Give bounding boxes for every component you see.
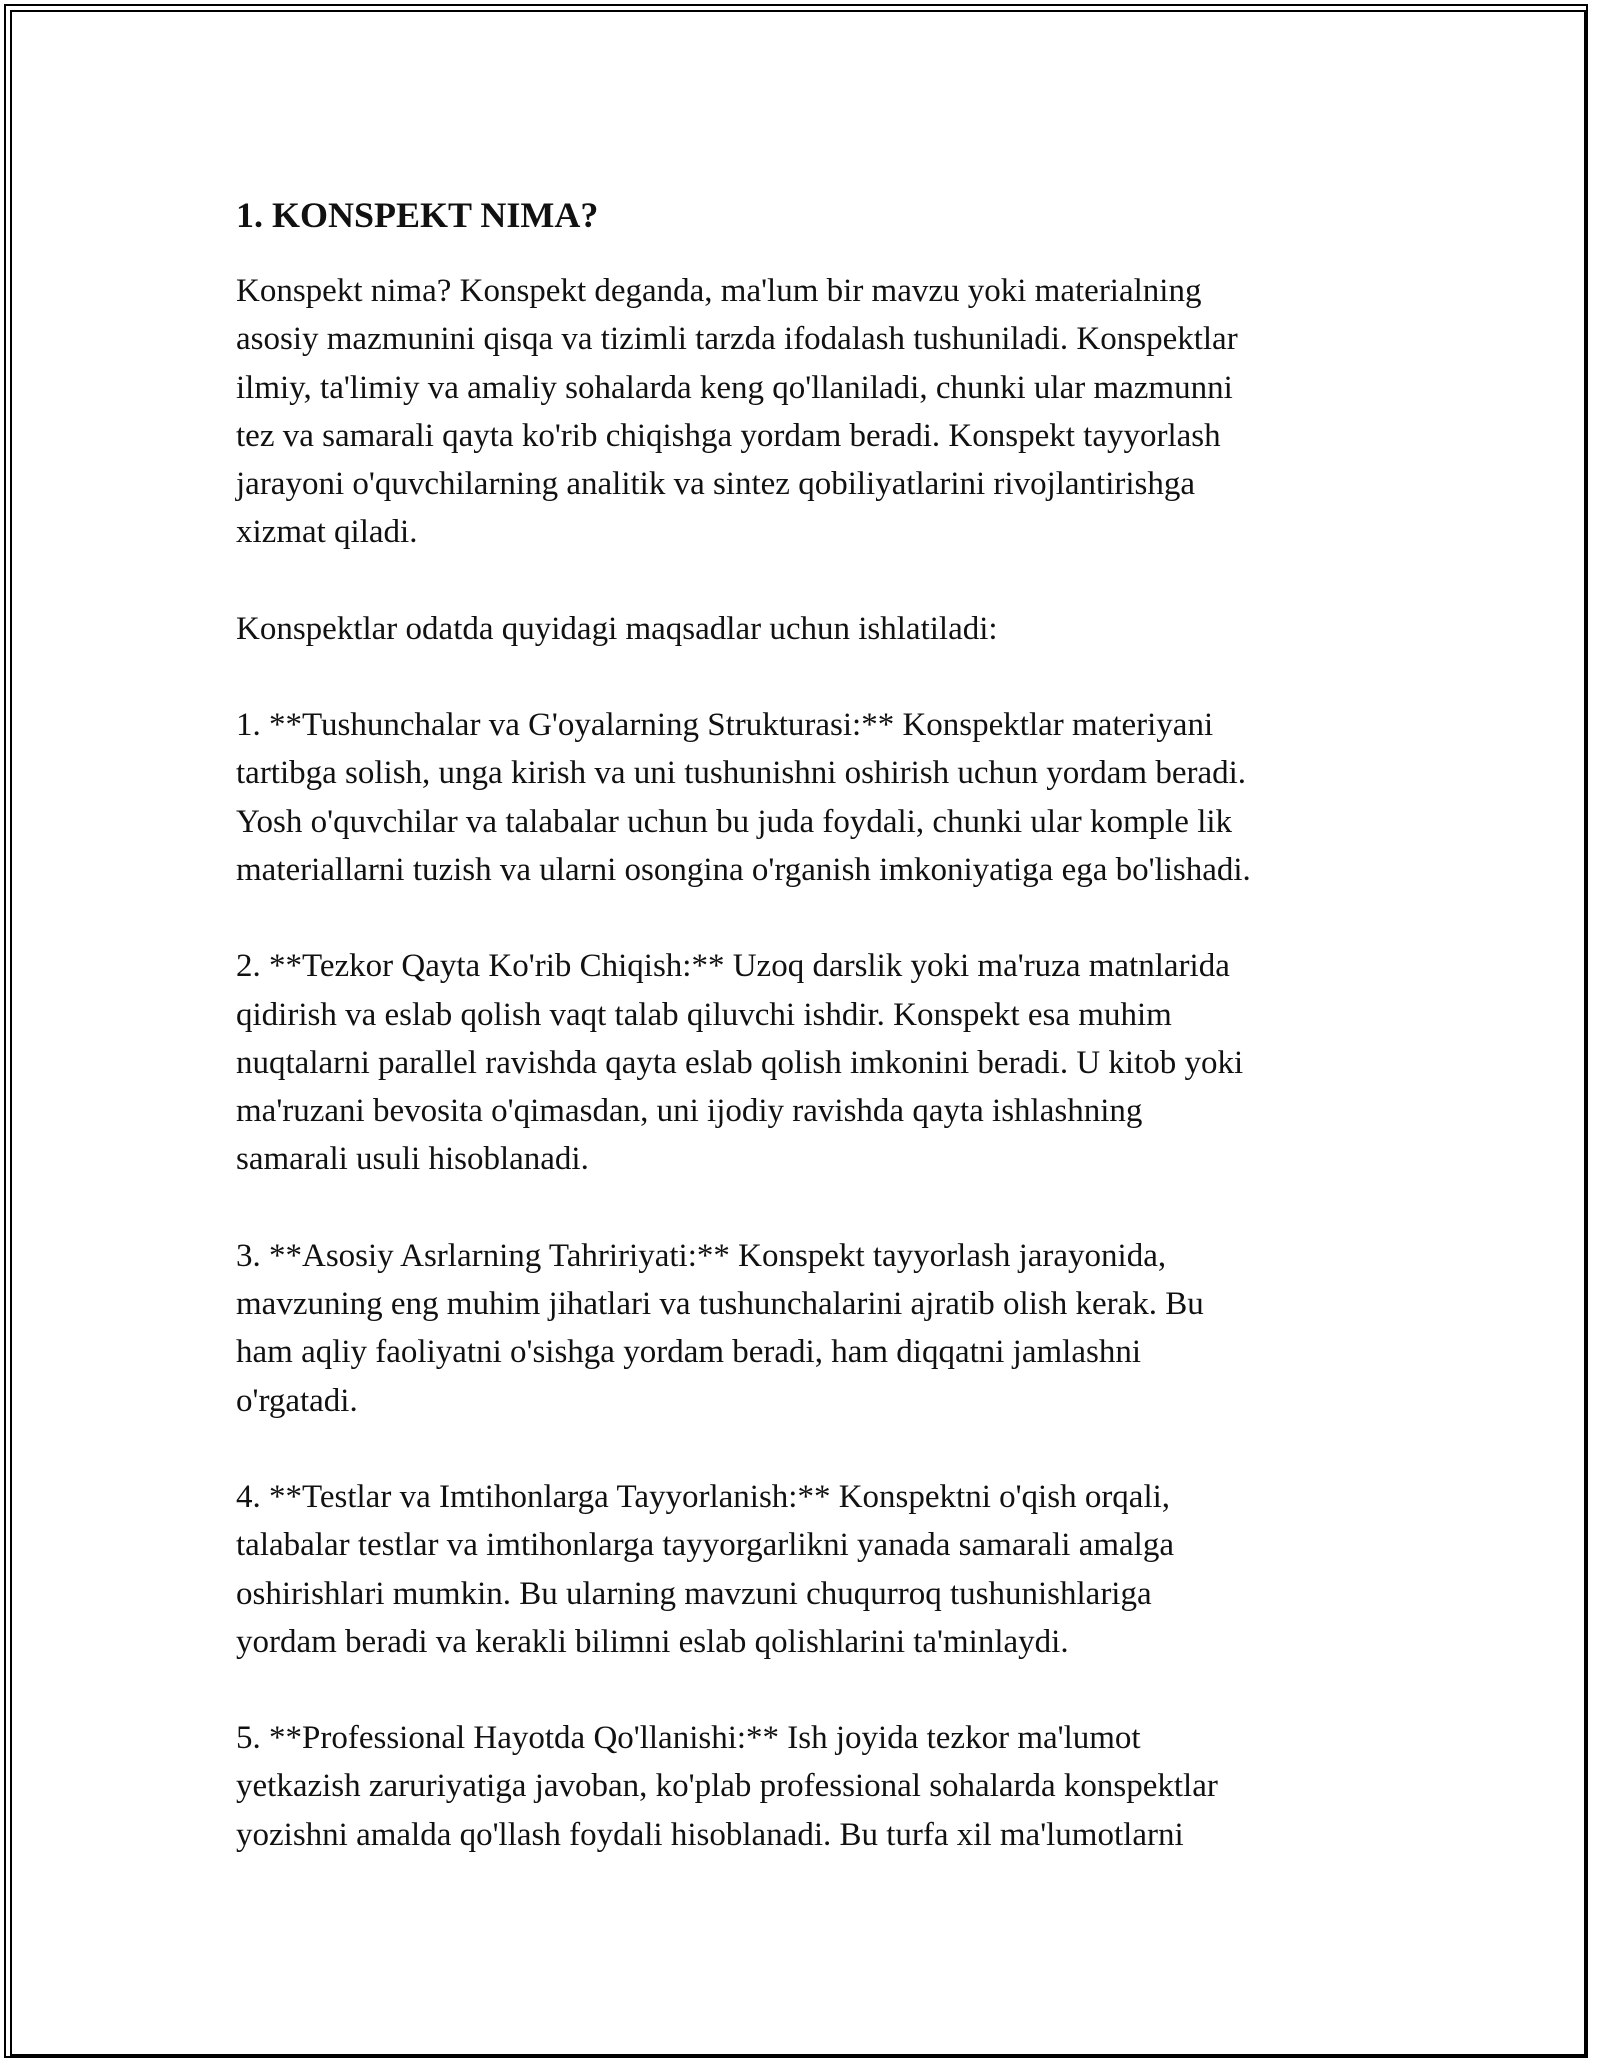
- list-item-quick-review: 2. **Tezkor Qayta Ko'rib Chiqish:** Uzoq darslik yoki ma'ruza matnlarida qidirish va eslab qolish vaqt talab qiluvchi ishdir. Konspekt esa muhim nuqtalarni parallel ravishda qayta eslab qolish imkonini beradi. U kitob yoki ma'ruzani bevosita o'qimasdan, uni ijodiy ravishda qayta ishlashning samarali usuli hisoblanadi.: [236, 948, 1244, 1178]
- list-item-structure: 1. **Tushunchalar va G'oyalarning Strukturasi:** Konspektlar materiyani tartibga solish, unga kirish va uni tushunishni oshirish uchun yordam beradi. Yosh o'quvchilar va talabalar uchun bu juda foydali, chunki ular komple lik materiallarni tuzish va ularni osongina o'rganish imkoniyatiga ega bo'lishadi.: [236, 707, 1251, 888]
- list-item-professional-use: 5. **Professional Hayotda Qo'llanishi:** Ish joyida tezkor ma'lumot yetkazish zaruriyatiga javoban, ko'plab professional sohalarda konspektlar yozishni amalda qo'llash foydali hisoblanadi. Bu turfa xil ma'lumotlarni: [236, 1720, 1218, 1853]
- intro-paragraph: Konspekt nima? Konspekt deganda, ma'lum bir mavzu yoki materialning asosiy mazmunini qisqa va tizimli tarzda ifodalash tushuniladi. Konspektlar ilmiy, ta'limiy va amaliy sohalarda keng qo'llaniladi, chunki ular mazmunni tez va samarali qayta ko'rib chiqishga yordam beradi. Konspekt tayyorlash jarayoni o'quvchilarning analitik va sintez qobiliyatlarini rivojlantirishga xizmat qiladi.: [236, 273, 1238, 551]
- document-body: [236, 185, 1376, 1859]
- list-item-exam-prep: 4. **Testlar va Imtihonlarga Tayyorlanish:** Konspektni o'qish orqali, talabalar testlar va imtihonlarga tayyorgarlikni yanada samarali amalga oshirishlari mumkin. Bu ularning mavzuni chuqurroq tushunishlariga yordam beradi va kerakli bilimni eslab qolishlarini ta'minlaydi.: [236, 1478, 1174, 1660]
- purposes-intro-paragraph: Konspektlar odatda quyidagi maqsadlar uchun ishlatiladi:: [236, 610, 998, 647]
- list-item-key-points: 3. **Asosiy Asrlarning Tahririyati:** Konspekt tayyorlash jarayonida, mavzuning eng muhim jihatlari va tushunchalarini ajratib olish kerak. Bu ham aqliy faoliyatni o'sishga yordam beradi, ham diqqatni jamlashni o'rgatadi.: [236, 1237, 1204, 1419]
- section-heading: 1. KONSPEKT NIMA?: [236, 195, 599, 235]
